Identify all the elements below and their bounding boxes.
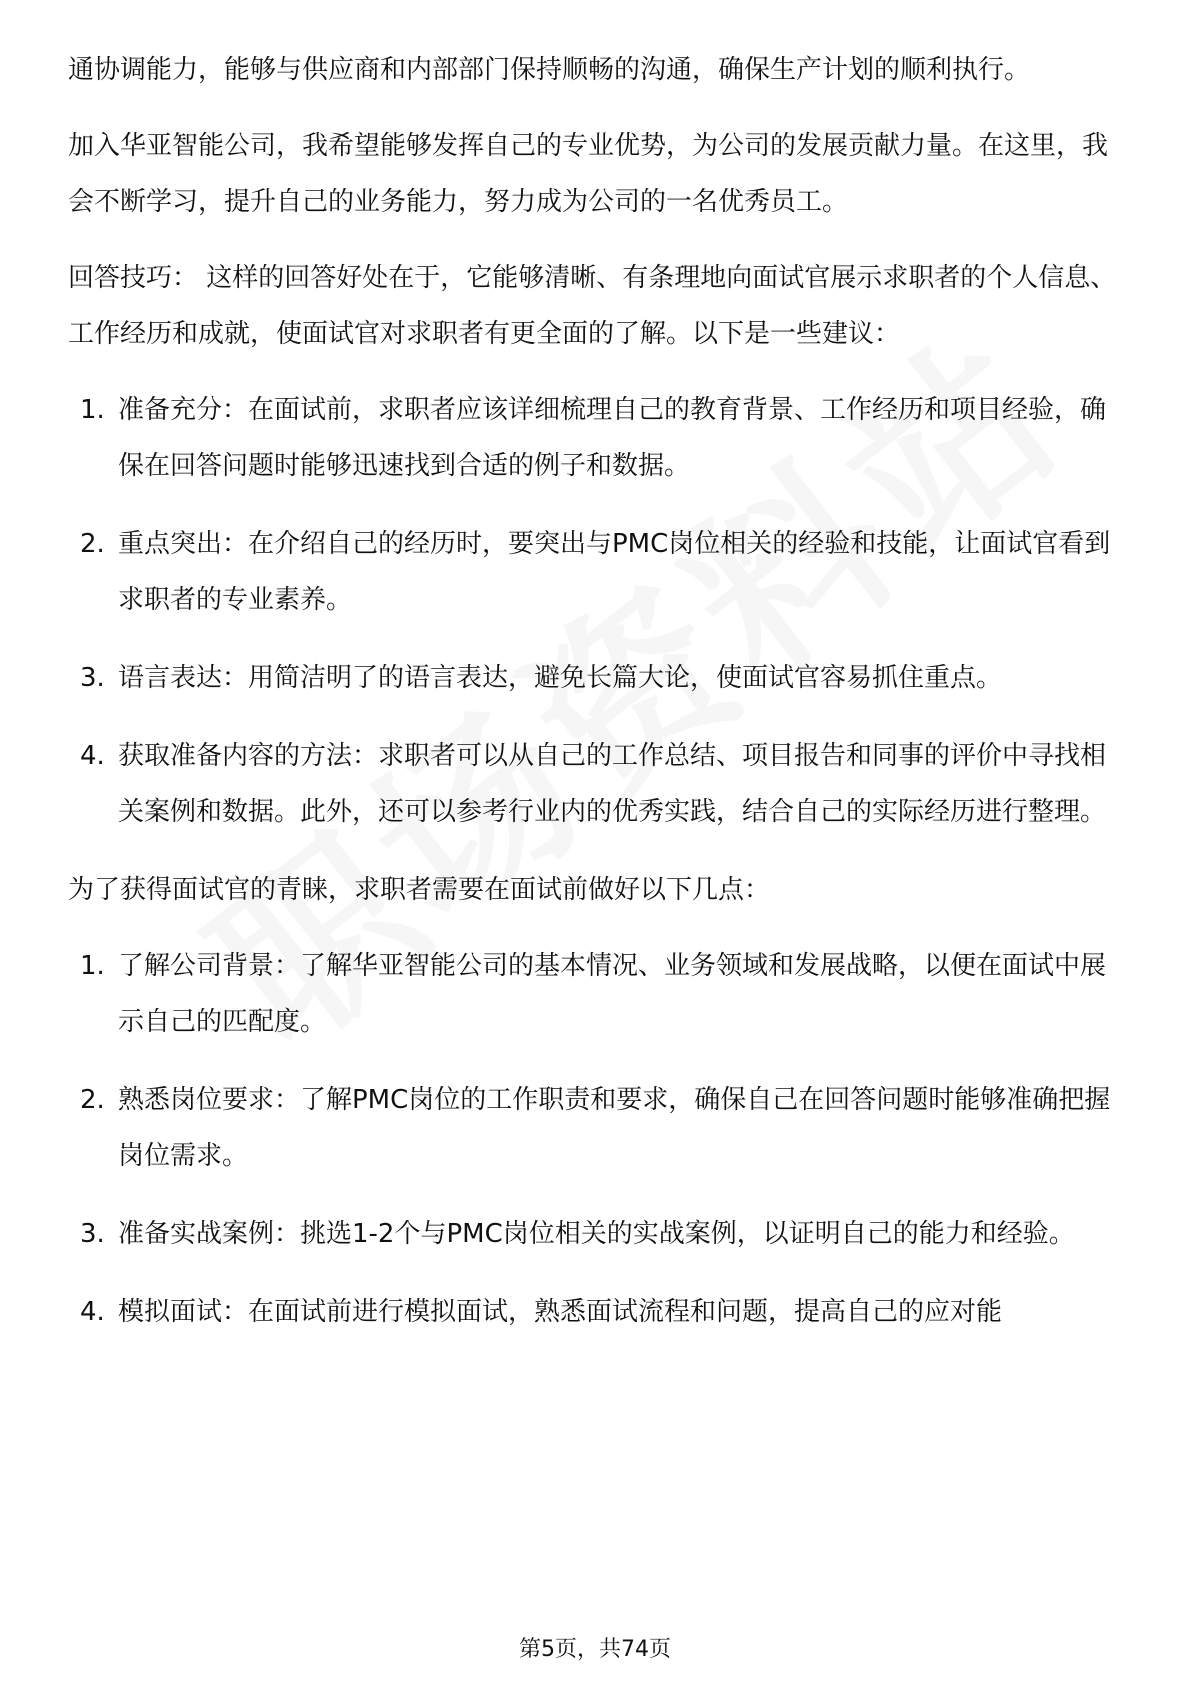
list-item	[68, 516, 1128, 628]
paragraph-answer-tips: 回答技巧： 这样的回答好处在于，它能够清晰、有条理地向面试官展示求职者的个人信息、工作经历和成就，使面试官对求职者有更全面的了解。以下是一些建议：	[68, 263, 1117, 349]
list-number: 2.	[80, 529, 105, 559]
list-number: 1.	[80, 951, 105, 981]
list-item-text: 重点突出：在介绍自己的经历时，要突出与PMC岗位相关的经验和技能，让面试官看到求职者的专业素养。	[118, 529, 1111, 615]
document-body	[68, 42, 1128, 1362]
list-number: 4.	[80, 741, 105, 771]
list-item-text: 模拟面试：在面试前进行模拟面试，熟悉面试流程和问题，提高自己的应对能	[118, 1297, 1003, 1327]
list-item-text: 了解公司背景：了解华亚智能公司的基本情况、业务领域和发展战略，以便在面试中展示自己的匹配度。	[118, 951, 1107, 1037]
list-item	[68, 382, 1128, 494]
list-number: 4.	[80, 1297, 105, 1327]
preparation-list	[68, 938, 1128, 1340]
list-item-text: 熟悉岗位要求：了解PMC岗位的工作职责和要求，确保自己在回答问题时能够准确把握岗位需求。	[118, 1085, 1111, 1171]
paragraph-joining-company: 加入华亚智能公司，我希望能够发挥自己的专业优势，为公司的发展贡献力量。在这里，我会不断学习，提升自己的业务能力，努力成为公司的一名优秀员工。	[68, 131, 1109, 217]
list-item-text: 语言表达：用简洁明了的语言表达，避免长篇大论，使面试官容易抓住重点。	[118, 663, 1003, 693]
list-item-text: 准备实战案例：挑选1-2个与PMC岗位相关的实战案例，以证明自己的能力和经验。	[118, 1219, 1075, 1249]
list-item-text: 准备充分：在面试前，求职者应该详细梳理自己的教育背景、工作经历和项目经验，确保在回答问题时能够迅速找到合适的例子和数据。	[118, 395, 1107, 481]
list-item-text: 获取准备内容的方法：求职者可以从自己的工作总结、项目报告和同事的评价中寻找相关案例和数据。此外，还可以参考行业内的优秀实践，结合自己的实际经历进行整理。	[118, 741, 1107, 827]
list-number: 3.	[80, 663, 105, 693]
paragraph-preparation-intro: 为了获得面试官的青睐，求职者需要在面试前做好以下几点：	[68, 875, 771, 905]
list-item	[68, 1072, 1128, 1184]
list-item	[68, 938, 1128, 1050]
list-number: 1.	[80, 395, 105, 425]
paragraph-continuation: 通协调能力，能够与供应商和内部部门保持顺畅的沟通，确保生产计划的顺利执行。	[68, 55, 1031, 85]
list-item	[68, 650, 1128, 706]
page-footer: 第5页，共74页	[519, 1637, 671, 1662]
suggestion-list	[68, 382, 1128, 840]
list-item	[68, 1206, 1128, 1262]
list-number: 3.	[80, 1219, 105, 1249]
list-number: 2.	[80, 1085, 105, 1115]
list-item	[68, 1284, 1128, 1340]
list-item	[68, 728, 1128, 840]
